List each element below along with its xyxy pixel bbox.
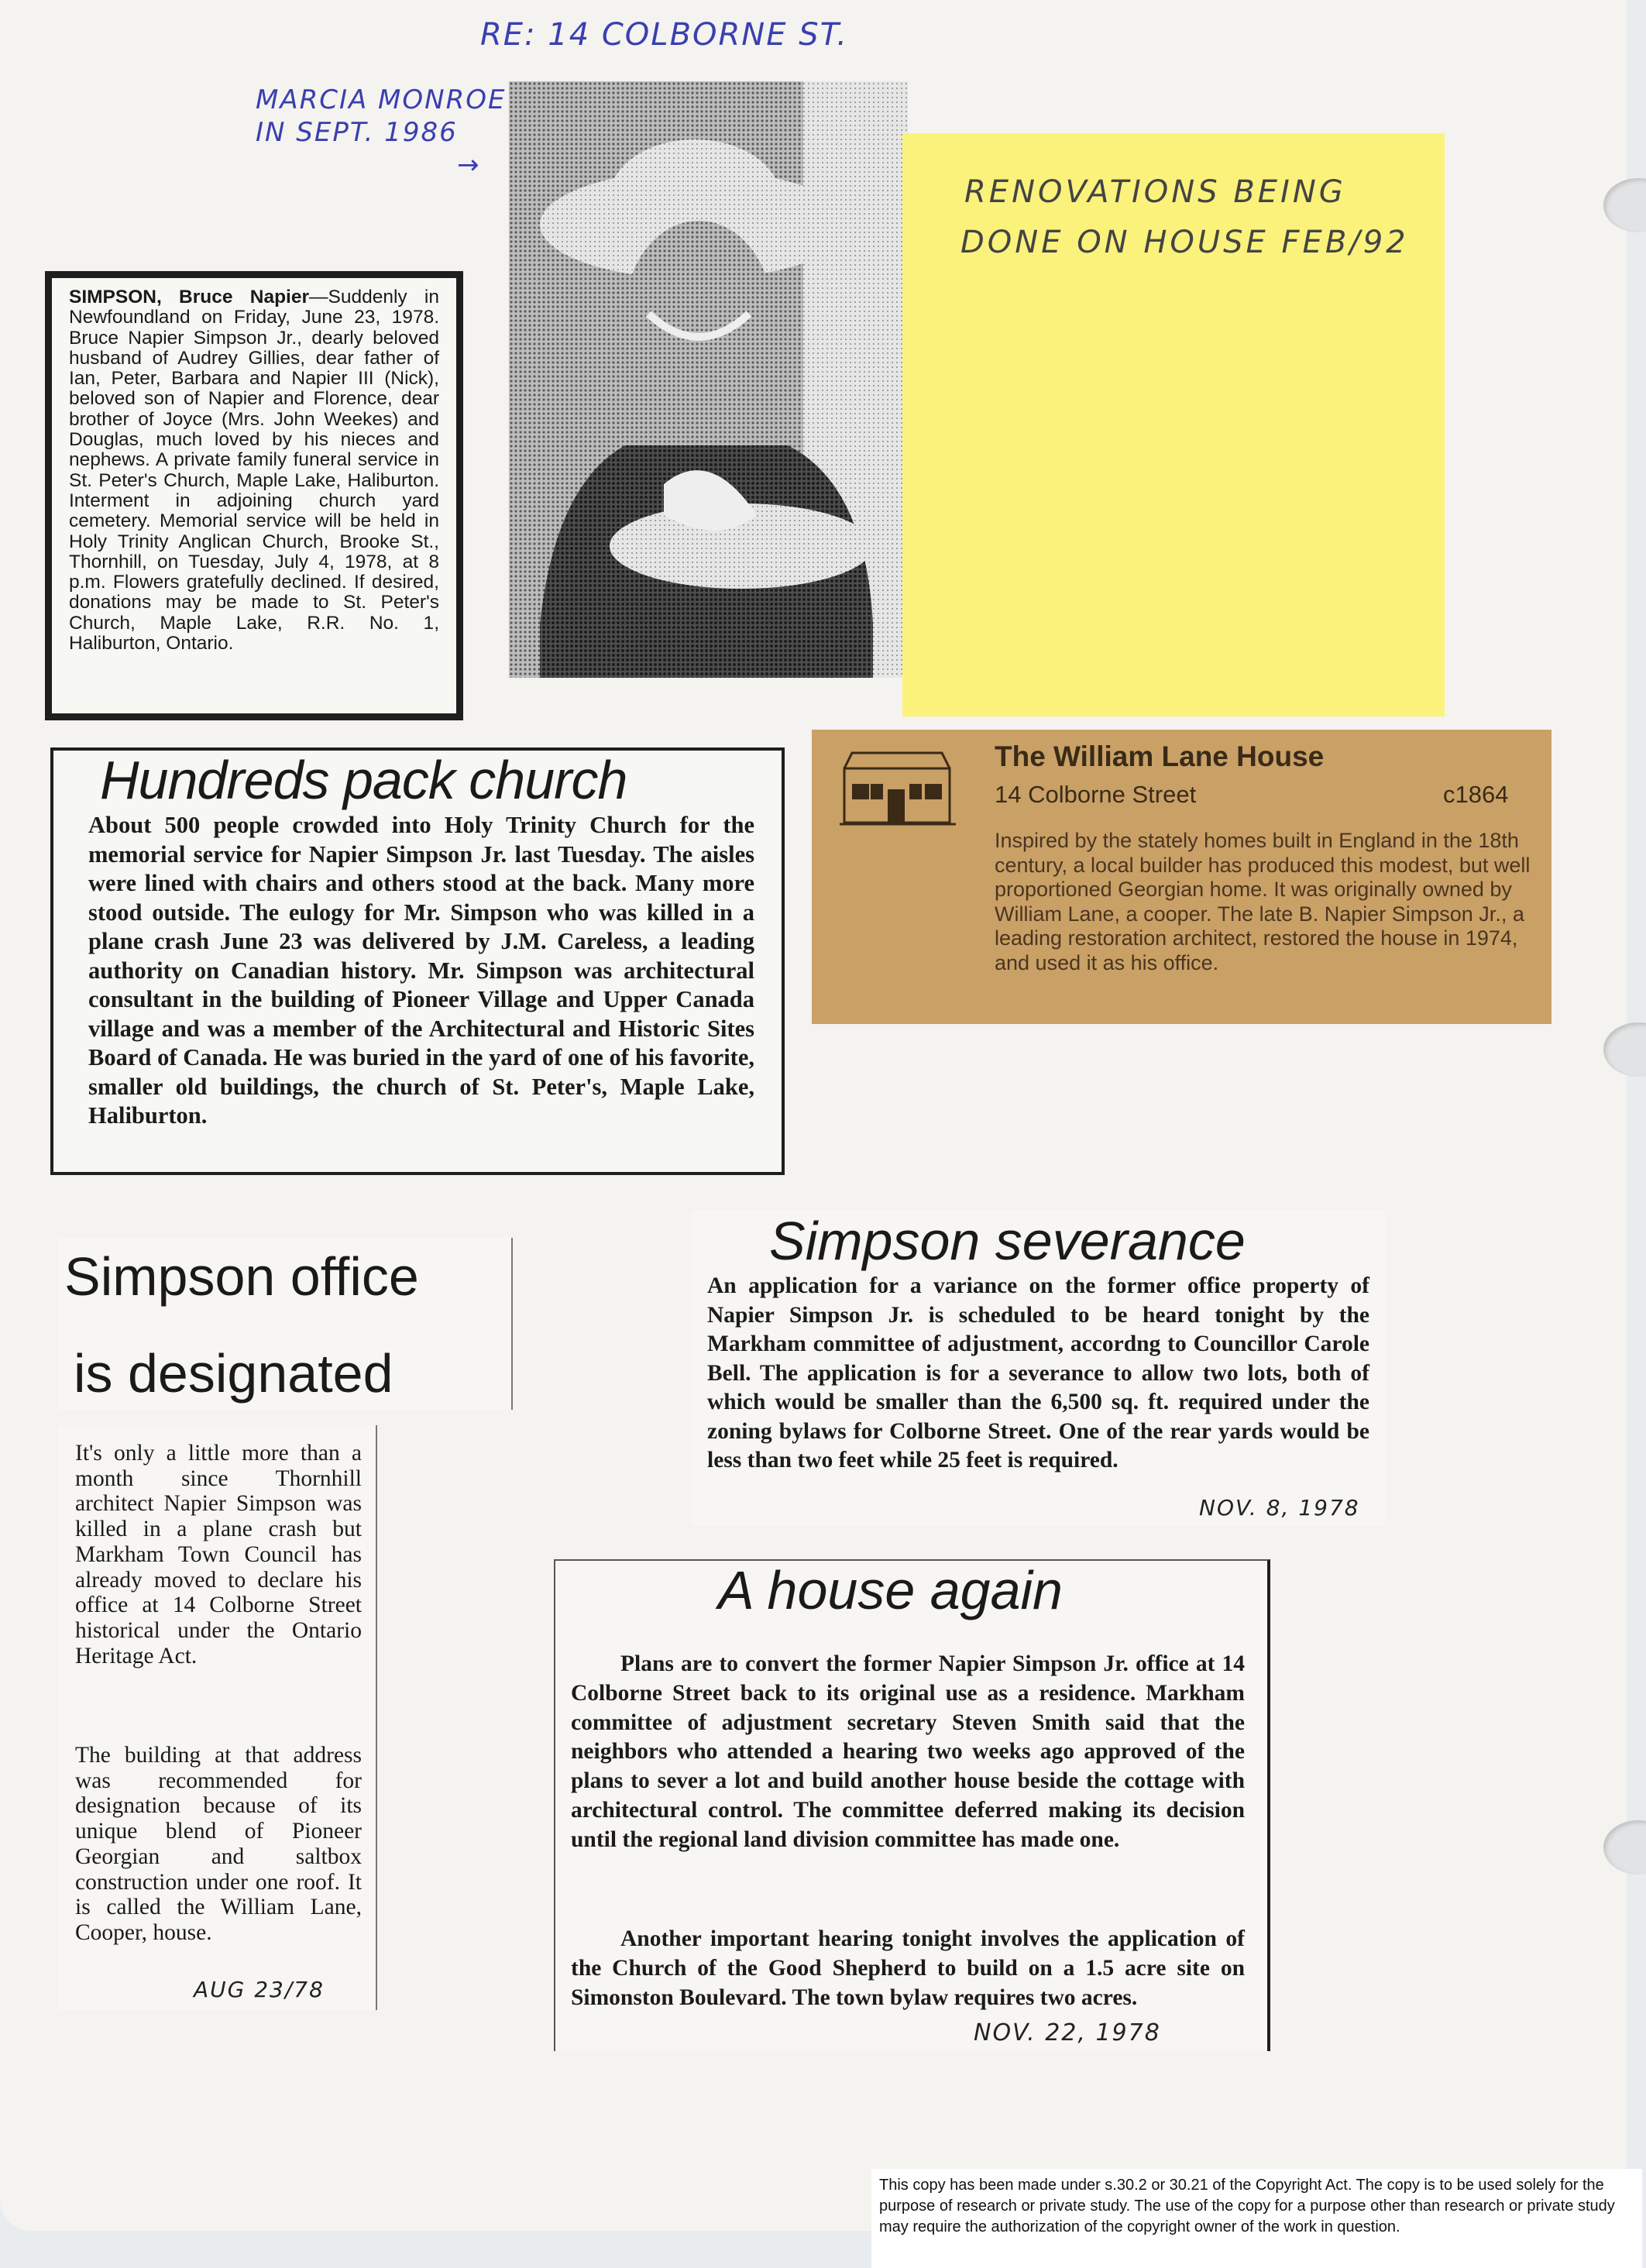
portrait-photo xyxy=(509,81,908,678)
copyright-notice: This copy has been made under s.30.2 or 30.21 of the Copyright Act. The copy is to be used solely for the purpose of research or private study. The use of the copy for a purpose other than research or private study may require the authorization of the copyright owner of the work in question. xyxy=(871,2169,1642,2268)
photo-caption-line1: MARCIA MONROE xyxy=(256,84,507,115)
designated-para1: It's only a little more than a month since Thornhill architect Napier Simpson was killed in a plane crash but Markham Town Council has already moved to declare his office at 14 Colborne Street historical under the Ontario Heritage Act. xyxy=(75,1441,362,1668)
binder-hole xyxy=(1603,178,1646,232)
designated-headline-line1: Simpson office xyxy=(64,1246,419,1307)
binder-hole xyxy=(1603,1820,1646,1875)
designated-headline-clipping xyxy=(58,1238,513,1410)
plaque-date: c1864 xyxy=(1443,781,1509,808)
designated-para2: The building at that address was recommended for designation because of its unique blend of Pioneer Georgian and saltbox construction under one roof. It is called the William Lane, Cooper, house. xyxy=(75,1743,362,1945)
severance-headline: Simpson severance xyxy=(769,1211,1246,1271)
house-again-headline: A house again xyxy=(718,1560,1063,1620)
photo-caption-line2: IN SEPT. 1986 xyxy=(256,117,458,148)
plaque-clipping xyxy=(812,730,1552,1024)
designated-headline-line2: is designated xyxy=(74,1343,393,1404)
house-again-date-note: NOV. 22, 1978 xyxy=(974,2019,1161,2046)
house-icon xyxy=(840,747,956,832)
binder-hole xyxy=(1603,1022,1646,1077)
obituary-clipping xyxy=(45,271,463,720)
sticky-note xyxy=(902,133,1445,716)
arrow-icon: → xyxy=(457,149,481,180)
hundreds-body: About 500 people crowded into Holy Trinity Church for the memorial service for Napier Simpson Jr. last Tuesday. The aisles were lined with chairs and others stood at the back. Many more stood outside. The eulogy for Mr. Simpson who was killed in a plane crash June 23 was delivered by J.M. Careless, a leading authority on Canadian history. Mr. Simpson was architectural consultant in the building of Pioneer Village and Upper Canada village and was a member of the Architectural and Historic Sites Board of Canada. He was buried in the yard of one of his favorite, smaller old buildings, the church of St. Peter's, Maple Lake, Haliburton. xyxy=(88,812,754,1129)
plaque-title: The William Lane House xyxy=(995,741,1325,772)
hundreds-headline: Hundreds pack church xyxy=(100,750,627,810)
obituary-body: —Suddenly in Newfoundland on Friday, June 23, 1978. Bruce Napier Simpson Jr., dearly beloved husband of Audrey Gillies, dear father of Ian, Peter, Barbara and Napier III (Nick), beloved son of Napier and Florence, dear brother of Joyce (Mrs. John Weekes) and Douglas, much loved by his nieces and nephews. A private family funeral service in St. Peter's Church, Maple Lake, Haliburton. Interment in adjoining church yard cemetery. Memorial service will be held in Holy Trinity Anglican Church, Brooke St., Thornhill, on Tuesday, July 4, 1978, at 8 p.m. Flowers gratefully declined. If desired, donations may be made to St. Peter's Church, Maple Lake, R.R. No. 1, Haliburton, Ontario. xyxy=(69,287,440,655)
designated-date-note: AUG 23/78 xyxy=(194,1977,325,2002)
plaque-body: Inspired by the stately homes built in England in the 18th century, a local builder has produced this modest, but well proportioned Georgian home. It was originally owned by William Lane, a cooper. The late B. Napier Simpson Jr., a leading restoration architect, restored the house in 1974, and used it as his office. xyxy=(995,829,1531,974)
plaque-address: 14 Colborne Street xyxy=(995,781,1197,808)
severance-clipping xyxy=(692,1210,1385,1526)
house-again-para2: Another important hearing tonight involves the application of the Church of the Good Shepherd to build on a 1.5 acre site on Simonston Boulevard. The town bylaw requires two acres. xyxy=(571,1926,1245,2010)
sticky-note-line1: RENOVATIONS BEING xyxy=(964,174,1346,210)
re-note: RE: 14 COLBORNE ST. xyxy=(480,17,848,53)
severance-date-note: NOV. 8, 1978 xyxy=(1199,1495,1360,1521)
hundreds-clipping xyxy=(50,747,785,1175)
portrait-photo-image xyxy=(509,81,908,678)
photo-caption-note xyxy=(256,84,506,181)
obituary-text xyxy=(69,287,439,654)
sticky-note-line2: DONE ON HOUSE FEB/92 xyxy=(960,225,1409,260)
obituary-name: SIMPSON, Bruce Napier xyxy=(69,287,310,308)
house-again-clipping xyxy=(554,1559,1270,2051)
designated-body-clipping xyxy=(58,1425,377,2010)
severance-body: An application for a variance on the former office property of Napier Simpson Jr. is scheduled to be heard tonight by the Markham committee of adjustment, accordng to Councillor Carole Bell. The application is for a severance to allow two lots, both of which would be smaller than the 6,500 sq. ft. required under the zoning bylaws for Colborne Street. One of the rear yards would be less than two feet while 25 feet is required. xyxy=(707,1273,1369,1472)
house-again-para1: Plans are to convert the former Napier Simpson Jr. office at 14 Colborne Street back to its original use as a residence. Markham committee of adjustment secretary Steven Smith said that the neighbors who attended a hearing two weeks ago approved of the plans to sever a lot and build another house beside the cottage with architectural control. The committee deferred making its decision until the regional land division committee has made one. xyxy=(571,1651,1245,1852)
